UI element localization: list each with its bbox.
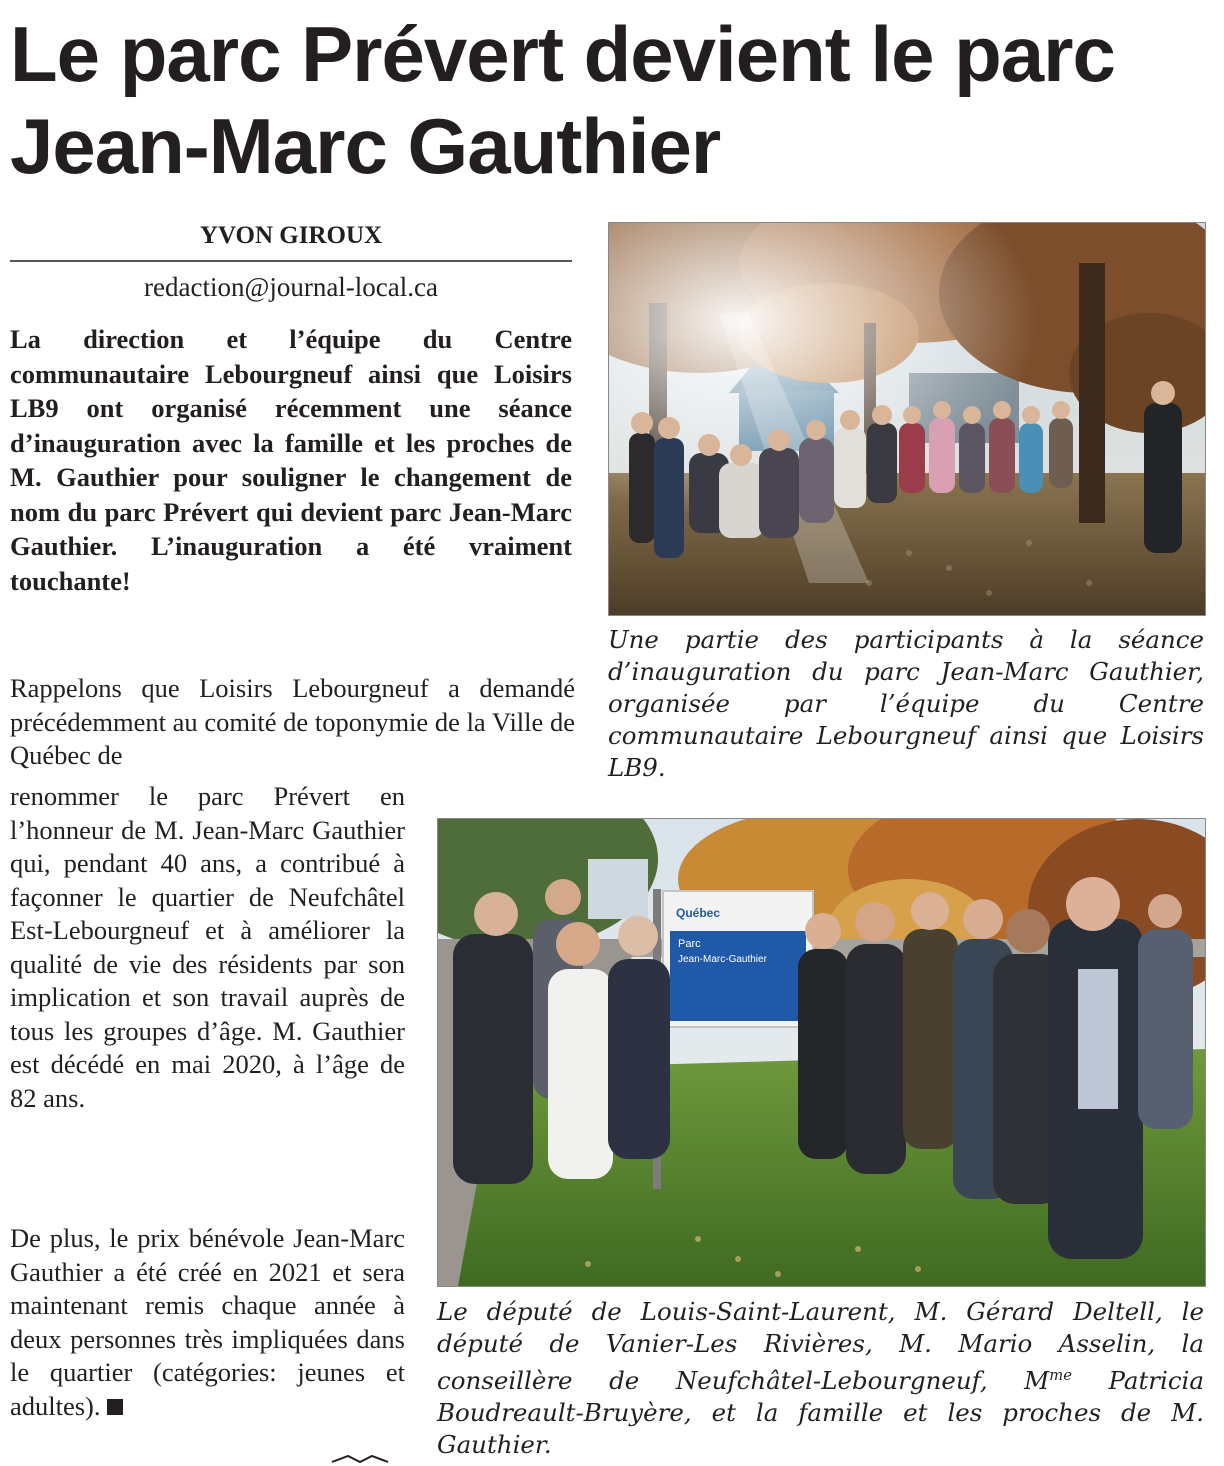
photo-2-caption-superscript: me (1049, 1367, 1072, 1384)
end-of-article-mark (107, 1399, 123, 1415)
author-email: redaction@journal-local.ca (144, 272, 438, 302)
article-paragraph-1-continued: renommer le parc Prévert en l’honneur de M. Jean-Marc Gauthier qui, pendant 40 ans, a contribué à façonner le quartier de Neufchâtel Est-Lebourgneuf et à améliorer la qualité de vie des résidents par son implication et son travail auprès de tous les groupes d’âge. M. Gauthier est décédé en mai 2020, à l’âge de 82 ans. (10, 781, 405, 1113)
ceremony-photo-illustration (609, 223, 1205, 615)
sign-brand-text: Québec (676, 906, 721, 920)
author-byline: YVON GIROUX (199, 222, 383, 249)
photo-2-caption (437, 1296, 1204, 1461)
sign-line-1: Parc (678, 938, 701, 950)
photo-2-caption-part-2: Patricia Boudreault-Bruyère, et la famille et les proches de M. Gauthier. (437, 1366, 1204, 1460)
article-headline: Le parc Prévert devient le parc Jean-Marc Gauthier (10, 10, 1115, 190)
byline-divider (10, 260, 572, 262)
article-paragraph-2 (10, 1222, 405, 1423)
sign-line-2: Jean-Marc-Gauthier (678, 954, 767, 965)
group-photo-illustration (438, 819, 1205, 1286)
article-paragraph-1: Rappelons que Loisirs Lebourgneuf a demandé précédemment au comité de toponymie de la Ville de Québec de (10, 673, 575, 770)
article-lead: La direction et l’équipe du Centre communautaire Lebourgneuf ainsi que Loisirs LB9 ont organisé récemment une séance d’inauguration avec la famille et les proches de M. Gauthier pour souligner le changement de nom du parc Prévert qui devient parc Jean-Marc Gauthier. L’inauguration a été vraiment touchante! (10, 324, 572, 596)
photo-ceremony-crowd (608, 222, 1206, 616)
article-paragraph-2-text: De plus, le prix bénévole Jean-Marc Gauthier a été créé en 2021 et sera maintenant remis chaque année à deux personnes très impliquées dans le quartier (catégories: jeunes et adultes). (10, 1223, 405, 1421)
photo-group-at-park-sign (437, 818, 1206, 1287)
photo-2-caption-part-1: Le député de Louis-Saint-Laurent, M. Gérard Deltell, le député de Vanier-Les Rivières, M. Mario Asselin, la conseillère de Neufchâtel-Lebourgneuf, M (437, 1297, 1204, 1396)
page-ornament (330, 1454, 390, 1464)
photo-1-caption: Une partie des participants à la séance d’inauguration du parc Jean-Marc Gauthier, organisée par l’équipe du Centre communautaire Lebourgneuf ainsi que Loisirs LB9. (608, 625, 1204, 782)
